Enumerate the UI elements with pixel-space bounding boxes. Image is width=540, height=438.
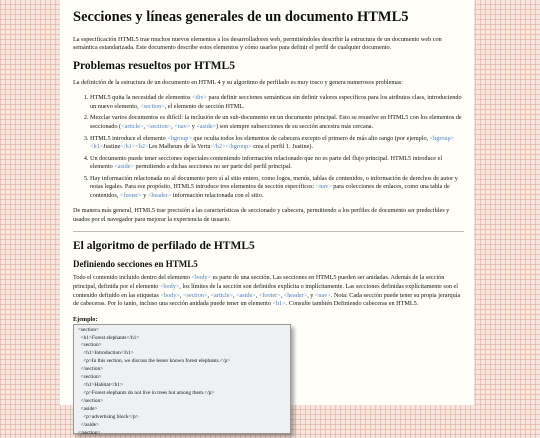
code-line: <section>	[78, 374, 102, 381]
text-run: que oculta todos los elementos de cabecera excepto el primero de más alto rango (por ejemplo,	[191, 134, 430, 142]
text-run: , el elemento de sección HTML.	[164, 102, 245, 110]
problem-item	[90, 94, 464, 111]
code-tag: <section>	[140, 102, 165, 110]
code-tag: <nav>	[174, 122, 191, 130]
code-line: <h1>Introduction</h1>	[78, 350, 134, 357]
code-line: <p>Forest elephants do not live in trees but among them.</p>	[78, 390, 215, 397]
code-line: <h1>Forest elephants</h1>	[78, 334, 140, 341]
code-tag: <footer>	[119, 191, 142, 199]
text-run: permitiendo a dichas secciones no ser parte del perfil principal.	[133, 163, 292, 171]
code-line: <p>In this section, we discuss the lesser known forest elephants.</p>	[78, 358, 231, 365]
code-line: </section>	[78, 398, 104, 405]
code-tag: <h1>	[272, 300, 286, 308]
code-tag: </h2></hgroup>	[210, 143, 252, 151]
text-run: Les Malheurs de la Vertu	[148, 143, 211, 151]
text-run: ,	[255, 291, 259, 299]
document-page	[60, 0, 474, 436]
text-run: , los límites de la sección son definidos explícita o implícitamente. Las secciones definidas explícitamente son el contenido definido en las etiquetas	[73, 282, 459, 299]
code-example	[73, 324, 291, 434]
text-run: ,	[280, 291, 284, 299]
code-tag: <hgroup><h1>	[90, 134, 455, 151]
code-line: <p>advertising block</p>	[78, 413, 139, 420]
code-tag: <aside>	[114, 163, 134, 171]
problem-item	[90, 175, 464, 201]
problem-item	[90, 155, 464, 172]
text-run: para definir secciones semánticas sin definir valores específicos para los atributos class, introduciendo un nuevo elemento,	[90, 94, 462, 110]
code-tag: <section>	[182, 291, 208, 299]
code-tag: <aside>	[236, 291, 256, 299]
intro-paragraph: La especificación HTML5 trae muchos nuevos elementos a los desarrolladores web, permitiéndoles describir la estructura de un documento web con semántica estandarizada. Este documento describe estos elementos y cómo usarlos para definir el perfil de cualquier documento.	[73, 35, 442, 52]
text-run: crea el perfil 1. Justine).	[251, 143, 313, 151]
code-tag: <hgroup>	[167, 134, 192, 142]
code-tag: <footer>	[258, 291, 281, 299]
code-tag: <nav>	[315, 183, 332, 191]
problems-list	[73, 94, 464, 200]
text-run: Mezclar varios documentos es difícil: la inclusión de un sub-documento en un documento principal. Esto se resuelve en HTML5 con los elementos de seccionado (	[90, 114, 462, 130]
text-run: , y	[307, 291, 315, 299]
text-run: . Consulte también Definiendo cabeceras en HTML5.	[285, 300, 419, 308]
text-run: ,	[171, 122, 175, 130]
page-title: Secciones y líneas generales de un documento HTML5	[73, 9, 409, 25]
code-tag: <aside>	[196, 122, 217, 130]
algorithm-heading: El algoritmo de perfilado de HTML5	[73, 240, 255, 253]
code-line: </aside>	[78, 421, 99, 428]
text-run: HTML5 quita la necesidad de elementos	[90, 94, 193, 102]
problems-heading: Problemas resueltos por HTML5	[73, 59, 235, 72]
text-run: y	[190, 122, 197, 130]
text-run: es parte de una sección. Las secciones en HTML5 pueden ser anidadas. Además de la sección principal, definida por el elemento	[73, 274, 445, 290]
algorithm-paragraph	[73, 274, 464, 308]
problem-item	[90, 135, 464, 152]
problems-closing: De manera más general, HTML5 trae precisión a las características de seccionado y cabecera, permitiendo a los perfiles de documento ser predecibles y usados por el navegador para mejorar la experiencia de usuario.	[73, 207, 450, 223]
text-run: HTML5 introduce el elemento	[90, 134, 168, 142]
code-line: <section>	[78, 326, 99, 333]
text-run: ,	[143, 122, 147, 130]
text-run: Justine	[103, 143, 121, 151]
code-tag: <body>	[191, 274, 212, 282]
code-tag: <article>	[210, 291, 233, 299]
defining-sections-heading: Definiendo secciones en HTML5	[73, 259, 198, 270]
code-tag: <header>	[283, 291, 308, 299]
code-line: <aside>	[78, 405, 98, 412]
text-run: Hay información relacionada no al documento pero sí al sitio entero, como logos, menús, tablas de contenidos, o información de derechos de autor y notas legales. Para ese propósito, HTML5 introduce tres elementos de sección específicos:	[90, 174, 458, 191]
problems-lead: La definición de la estructura de un documento en HTML 4 y su algoritmo de perfilado es muy tosco y genera numerosos problemas:	[73, 78, 404, 86]
text-run: para colecciones de enlaces, como una tabla de contenidos,	[90, 183, 450, 199]
text-run: y	[141, 191, 148, 199]
code-tag: <header>	[147, 191, 172, 199]
text-run: Todo el contenido incluido dentro del elemento	[73, 274, 192, 282]
problem-item	[90, 114, 464, 131]
text-run: ,	[207, 291, 211, 299]
code-tag: <article>	[121, 122, 144, 130]
code-line: <section>	[78, 342, 102, 349]
text-run: información relacionada con el sitio.	[171, 191, 264, 199]
example-label: Ejemplo:	[73, 315, 98, 323]
text-run: . Nota: Cada sección puede tener su propia jerarquía de cabeceras. Por lo tanto, incluso una sección anidada puede tener un elemento	[73, 291, 461, 308]
text-run: ,	[232, 291, 237, 299]
code-tag: </h1><h2>	[120, 143, 149, 151]
text-run: Un documento puede tener secciones especiales conteniendo información relacionado que no es parte del flujo principal. HTML5 introduce el elemento	[90, 154, 443, 171]
code-tag: <nav>	[314, 291, 331, 299]
code-tag: <section>	[146, 122, 172, 130]
code-tag: <body>	[159, 282, 180, 290]
section-divider	[73, 231, 464, 232]
text-run: ) son siempre subsecciones de su sección ancestra más cercana.	[216, 122, 374, 130]
code-line: </section>	[78, 429, 101, 436]
code-tag: <div>	[192, 94, 207, 102]
text-run: ,	[179, 291, 183, 299]
code-tag: <body>	[160, 291, 180, 299]
code-line: <h1>Habitat</h1>	[78, 382, 123, 389]
code-line: </section>	[78, 366, 104, 373]
